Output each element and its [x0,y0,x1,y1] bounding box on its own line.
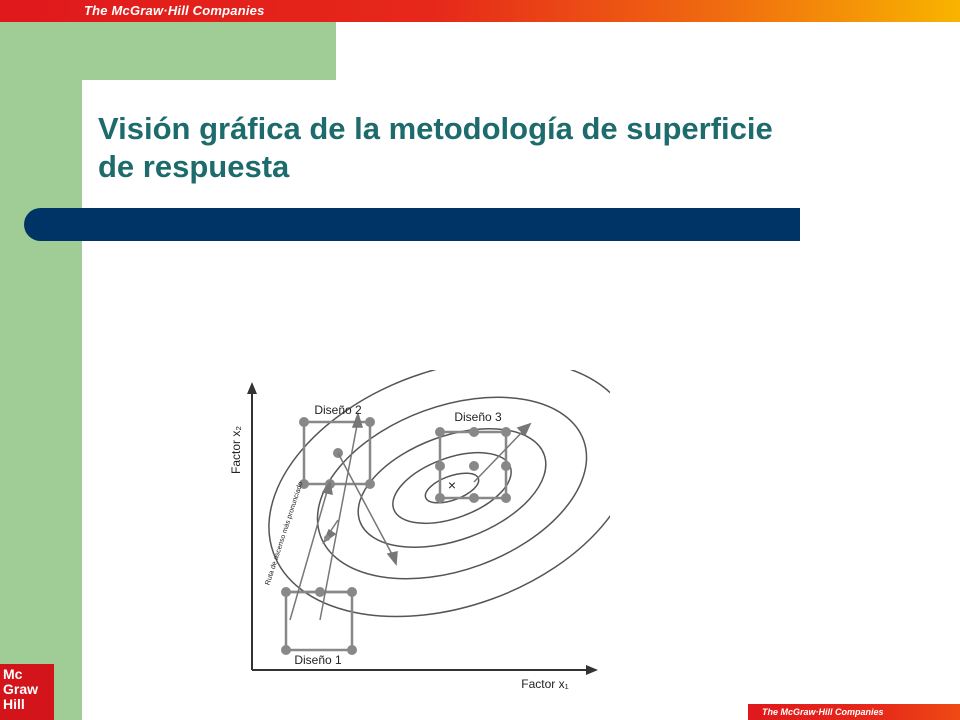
design-1-label: Diseño 1 [294,653,342,667]
response-surface-figure [190,370,610,700]
design-1-points [281,587,357,655]
design-2-label: Diseño 2 [314,403,362,417]
brand-name: The McGraw·Hill Companies [84,3,265,18]
mcgraw-hill-logo [0,664,54,720]
optimum-marker: × [447,477,457,493]
logo-line-2: Graw [3,681,39,697]
design-2-points [299,417,375,489]
slide-title: Visión gráfica de la metodología de superficie de respuesta [98,111,773,184]
logo-line-3: Hill [3,696,25,712]
left-sidebar-strip [0,22,82,720]
title-underline-bar [24,208,800,241]
design-3-label: Diseño 3 [454,410,502,424]
x-axis-arrow [586,665,598,675]
y-axis-label: Factor x₂ [229,426,243,474]
path-point [324,535,330,541]
ascent-paths [290,414,530,620]
footer-brand-name: The McGraw·Hill Companies [762,707,884,717]
top-green-panel [82,22,336,80]
y-axis-arrow [247,382,257,394]
x-axis-label: Factor x₁ [521,677,569,691]
design-3-points [435,427,511,503]
logo-line-1: Mc [3,666,23,682]
path-label: Ruta de ascenso más pronunciado [264,481,305,587]
top-brand-bar [0,0,960,22]
footer-brand-badge [748,704,960,720]
